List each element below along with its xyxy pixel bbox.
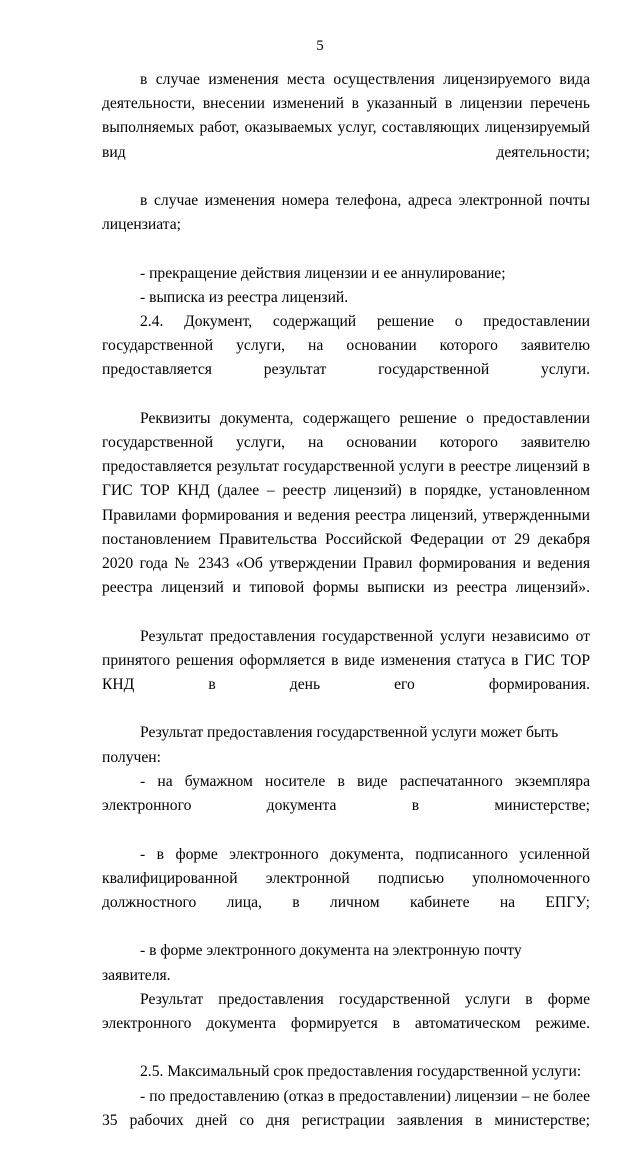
- paragraph-result-paper: - на бумажном носителе в виде распечатанного экземпляра электронного документа в министерстве;: [102, 772, 590, 815]
- paragraph-license-change-contacts: в случае изменения номера телефона, адреса электронной почты лицензиата;: [102, 192, 590, 234]
- paragraph-registry-extract: - выписка из реестра лицензий.: [140, 288, 349, 306]
- paragraph-license-termination: - прекращение действия лицензии и ее аннулирование;: [140, 264, 506, 282]
- paragraph-result-email: - в форме электронного документа на электронную почту заявителя.: [102, 942, 522, 984]
- paragraph-result-status: Результат предоставления государственной услуги независимо от принятого решения оформляется в виде изменения статуса в ГИС ТОР КНД в день его формирования.: [102, 627, 590, 694]
- paragraph-result-obtain: Результат предоставления государственной услуги может быть получен:: [102, 724, 559, 766]
- paragraph-section-2-5: 2.5. Максимальный срок предоставления государственной услуги:: [140, 1063, 582, 1081]
- paragraph-max-term: - по предоставлению (отказ в предоставлении) лицензии – не более 35 рабочих дней со дня регистрации заявления в министерстве;: [102, 1087, 590, 1129]
- paragraph-result-automatic: Результат предоставления государственной услуги в форме электронного документа формируется в автоматическом режиме.: [102, 990, 590, 1032]
- page-number: 5: [316, 38, 324, 54]
- paragraph-license-change-activity: в случае изменения места осуществления лицензируемого вида деятельности, внесении изменений в указанный в лицензии перечень выполняемых работ, оказываемых услуг, составляющих лицензируемый вид деятельности;: [102, 71, 590, 161]
- paragraph-document-details: Реквизиты документа, содержащего решение о предоставлении государственной услуги, на основании которого заявителю предоставляется результат государственной услуги в реестре лицензий в ГИС ТОР КНД (далее – реестр лицензий) в порядке, установленном Правилами формирования и ведения реестра лицензий, утвержденными постановлением Правительства Российской Федерации от 29 декабря 2020 года № 2343 «Об утверждении Правил формирования и ведения реестра лицензий и типовой формы выписки из реестра лицензий».: [102, 409, 590, 597]
- paragraph-section-2-4: 2.4. Документ, содержащий решение о предоставлении государственной услуги, на основании которого заявителю предоставляется результат государственной услуги.: [102, 313, 590, 379]
- document-body: [102, 68, 590, 1157]
- paragraph-result-electronic-epgu: - в форме электронного документа, подписанного усиленной квалифицированной электронной подписью уполномоченного должностного лица, в личном кабинете на ЕПГУ;: [102, 845, 590, 911]
